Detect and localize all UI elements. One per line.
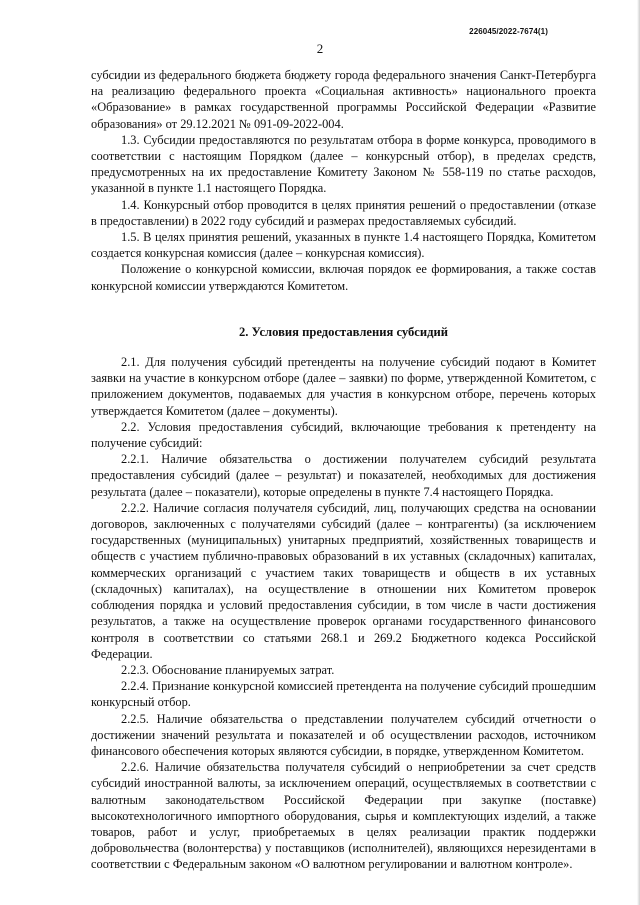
paragraph-1-3: 1.3. Субсидии предоставляются по результатам отбора в форме конкурса, проводимого в соответствии с настоящим Порядком (далее – конкурсный отбор), в пределах средств, предусмотренных на их предоставление Комитету Законом № 558-119 по статье расходов, указанной в пункте 1.1 настоящего Порядка. (91, 132, 596, 196)
paragraph-2-2-1: 2.2.1. Наличие обязательства о достижении получателем субсидий результата предоставления субсидий (далее – результат) и показателей, необходимых для достижения результата (далее – показатели), которые определены в пункте 7.4 настоящего Порядка. (91, 452, 596, 499)
section-2-heading: 2. Условия предоставления субсидий (238, 324, 449, 339)
paragraph-2-2-2: 2.2.2. Наличие согласия получателя субсидий, лиц, получающих средства на основании договоров, заключенных с получателями субсидий (далее – контрагенты) (за исключением государственных (муниципальных) унитарных предприятий, хозяйственных товариществ и обществ с участием публично-правовых образований в их уставных (складочных) капиталах, коммерческих организаций с участием таких товариществ и обществ в их уставных (складочных) капиталах), на осуществление в отношении них Комитетом проверок соблюдения порядка и условий предоставления субсидии, в том числе в части достижения результатов, а также на осуществление проверок органами государственного финансового контроля в соответствии со статьями 268.1 и 269.2 Бюджетного кодекса Российской Федерации. (91, 500, 596, 661)
document-registration-number: 226045/2022-7674(1) (469, 27, 548, 36)
paragraph-2-2-3: 2.2.3. Обоснование планируемых затрат. (121, 662, 335, 677)
paragraph-2-2-6: 2.2.6. Наличие обязательства получателя субсидий о неприобретении за счет средств субсидий иностранной валюты, за исключением операций, осуществляемых в соответствии с валютным законодательством Российской Федерации при закупке (поставке) высокотехнологичного импортного оборудования, сырья и комплектующих изделий, а также товаров, работ и услуг, приобретаемых в целях реализации практик поддержки добровольчества (волонтерства) у поставщиков (исполнителей), являющихся нерезидентами в соответствии с Федеральным законом «О валютном регулировании и валютном контроле». (91, 760, 596, 872)
paragraph-2-2: 2.2. Условия предоставления субсидий, включающие требования к претенденту на получение субсидий: (91, 419, 596, 451)
paragraph-2-2-5: 2.2.5. Наличие обязательства о представлении получателем субсидий отчетности о достижении значений результата и показателей и об осуществлении расходов, источником финансового обеспечения которых являются субсидии, в порядке, утвержденном Комитетом. (91, 711, 596, 758)
page-number: 2 (316, 41, 324, 56)
paragraph-2-2-4: 2.2.4. Признание конкурсной комиссией претендента на получение субсидий прошедшим конкурсный отбор. (91, 679, 596, 710)
paragraph-1-5-commission: Положение о конкурсной комиссии, включая порядок ее формирования, а также состав конкурсной комиссии утверждаются Комитетом. (91, 262, 596, 293)
paragraph-2-1: 2.1. Для получения субсидий претенденты на получение субсидий подают в Комитет заявки на участие в конкурсном отборе (далее – заявки) по форме, утвержденной Комитетом, с приложением документов, подаваемых для участия в конкурсном отборе, перечень которых утверждается Комитетом (далее – документы). (91, 355, 596, 418)
paragraph-continuation: субсидии из федерального бюджета бюджету города федерального значения Санкт-Петербурга на реализацию федерального проекта «Социальная активность» национального проекта «Образование» в рамках государственной программы Российской Федерации «Развитие образования» от 29.12.2021 № 091-09-2022-004. (91, 68, 596, 131)
paragraph-1-5: 1.5. В целях принятия решений, указанных в пункте 1.4 настоящего Порядка, Комитетом создается конкурсная комиссия (далее – конкурсная комиссия). (91, 230, 596, 261)
paragraph-1-4: 1.4. Конкурсный отбор проводится в целях принятия решений о предоставлении (отказе в предоставлении) в 2022 году субсидий и размерах предоставляемых субсидий. (91, 197, 596, 228)
document-body (91, 67, 596, 873)
